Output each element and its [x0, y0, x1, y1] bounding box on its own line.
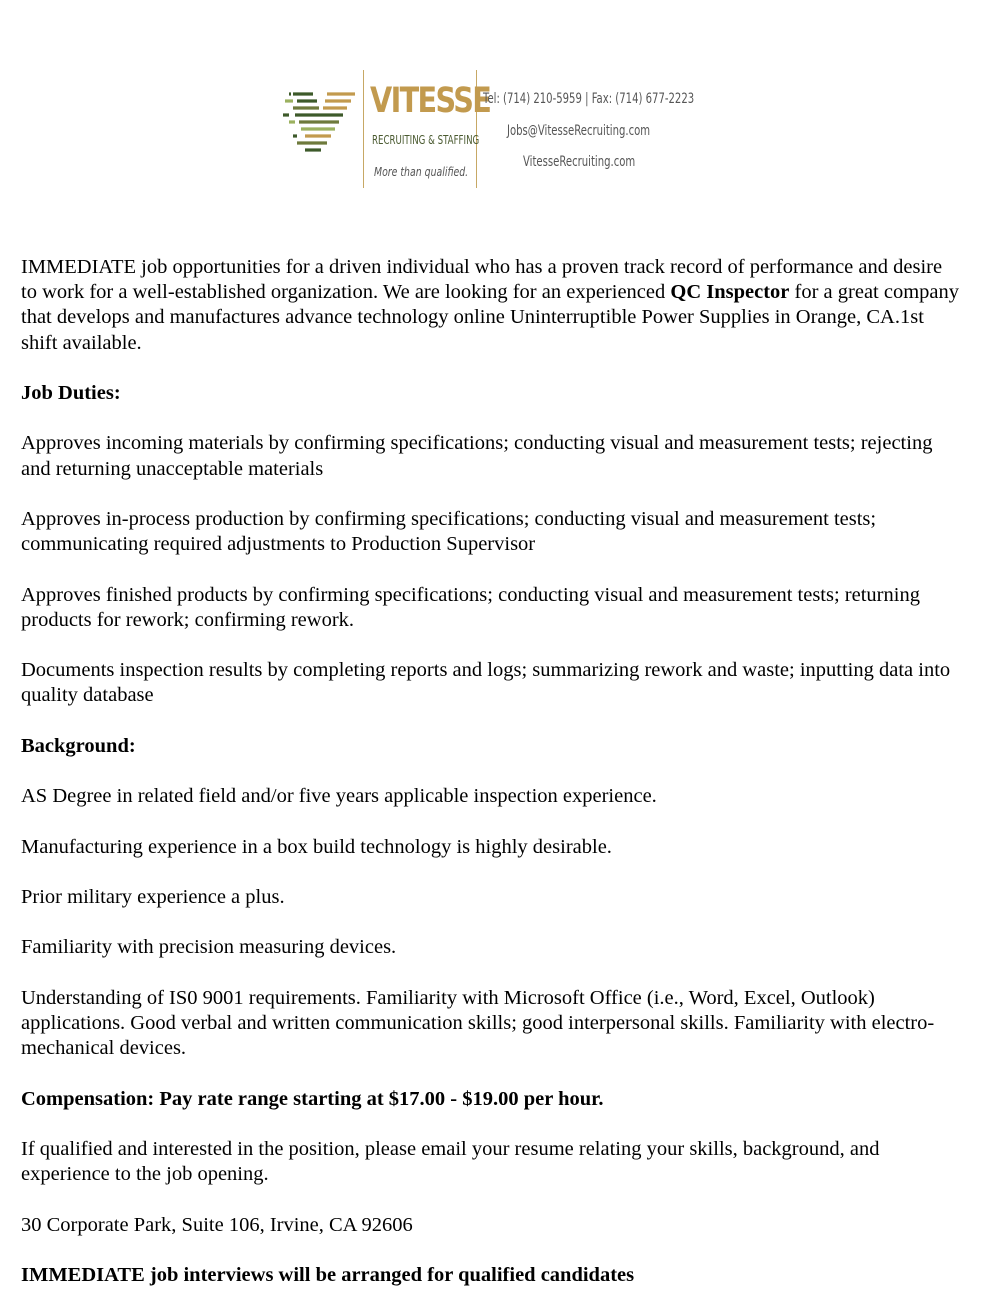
duty-item: Approves incoming materials by confirming specifications; conducting visual and measurement tests; rejecting and returning unacceptable materials [21, 432, 933, 480]
brand-subtitle: RECRUITING & STAFFING [372, 133, 480, 147]
office-address: 30 Corporate Park, Suite 106, Irvine, CA 92606 [21, 1213, 413, 1236]
intro-text-start: IMMEDIATE job opportunities for a driven individual who has a proven track record of performance and desire to work for a well-established organization. We are looking for an experienced [21, 256, 943, 304]
closing-line: IMMEDIATE job interviews will be arranged for qualified candidates [21, 1263, 635, 1286]
job-duties-heading: Job Duties: [21, 382, 121, 404]
duty-item: Approves finished products by confirming specifications; conducting visual and measurement tests; returning products for rework; confirming rework. [21, 583, 920, 631]
apply-instructions: If qualified and interested in the position, please email your resume relating your skills, background, and experience to the job opening. [21, 1137, 880, 1186]
brand-tagline: More than qualified. [374, 165, 469, 179]
background-item: Familiarity with precision measuring devices. [21, 936, 397, 959]
contact-phone-fax: Tel: (714) 210-5959 | Fax: (714) 677-2223 [483, 91, 695, 107]
intro-paragraph [21, 255, 961, 356]
brand-block [363, 70, 491, 188]
background-item: Manufacturing experience in a box build technology is highly desirable. [21, 835, 612, 858]
duty-item: Documents inspection results by completing reports and logs; summarizing rework and waste; inputting data into quality database [21, 659, 951, 707]
contact-website: VitesseRecruiting.com [523, 154, 636, 170]
background-item: Prior military experience a plus. [21, 885, 285, 908]
background-item: Understanding of IS0 9001 requirements. Familiarity with Microsoft Office (i.e., Word, Excel, Outlook) applications. Good verbal and written communication skills; good interpersonal skills. Familiarity with electro-mechanical devices. [21, 986, 935, 1060]
contact-email: Jobs@VitesseRecruiting.com [507, 123, 651, 139]
vitesse-logo-icon [283, 88, 359, 159]
letterhead [283, 70, 695, 190]
compensation-line: Compensation: Pay rate range starting at $17.00 - $19.00 per hour. [21, 1087, 604, 1110]
duty-item: Approves in-process production by confirming specifications; conducting visual and measurement tests; communicating required adjustments to Production Supervisor [21, 507, 877, 556]
background-item: AS Degree in related field and/or five years applicable inspection experience. [21, 785, 657, 808]
intro-text-end: for a great company that develops and manufactures advance technology online Uninterruptible Power Supplies in Orange, CA.1st shift available. [21, 281, 960, 354]
job-posting-body [21, 255, 961, 1313]
background-heading: Background: [21, 734, 136, 757]
job-title: QC Inspector [670, 281, 790, 304]
brand-name: VITESSE [370, 81, 491, 121]
